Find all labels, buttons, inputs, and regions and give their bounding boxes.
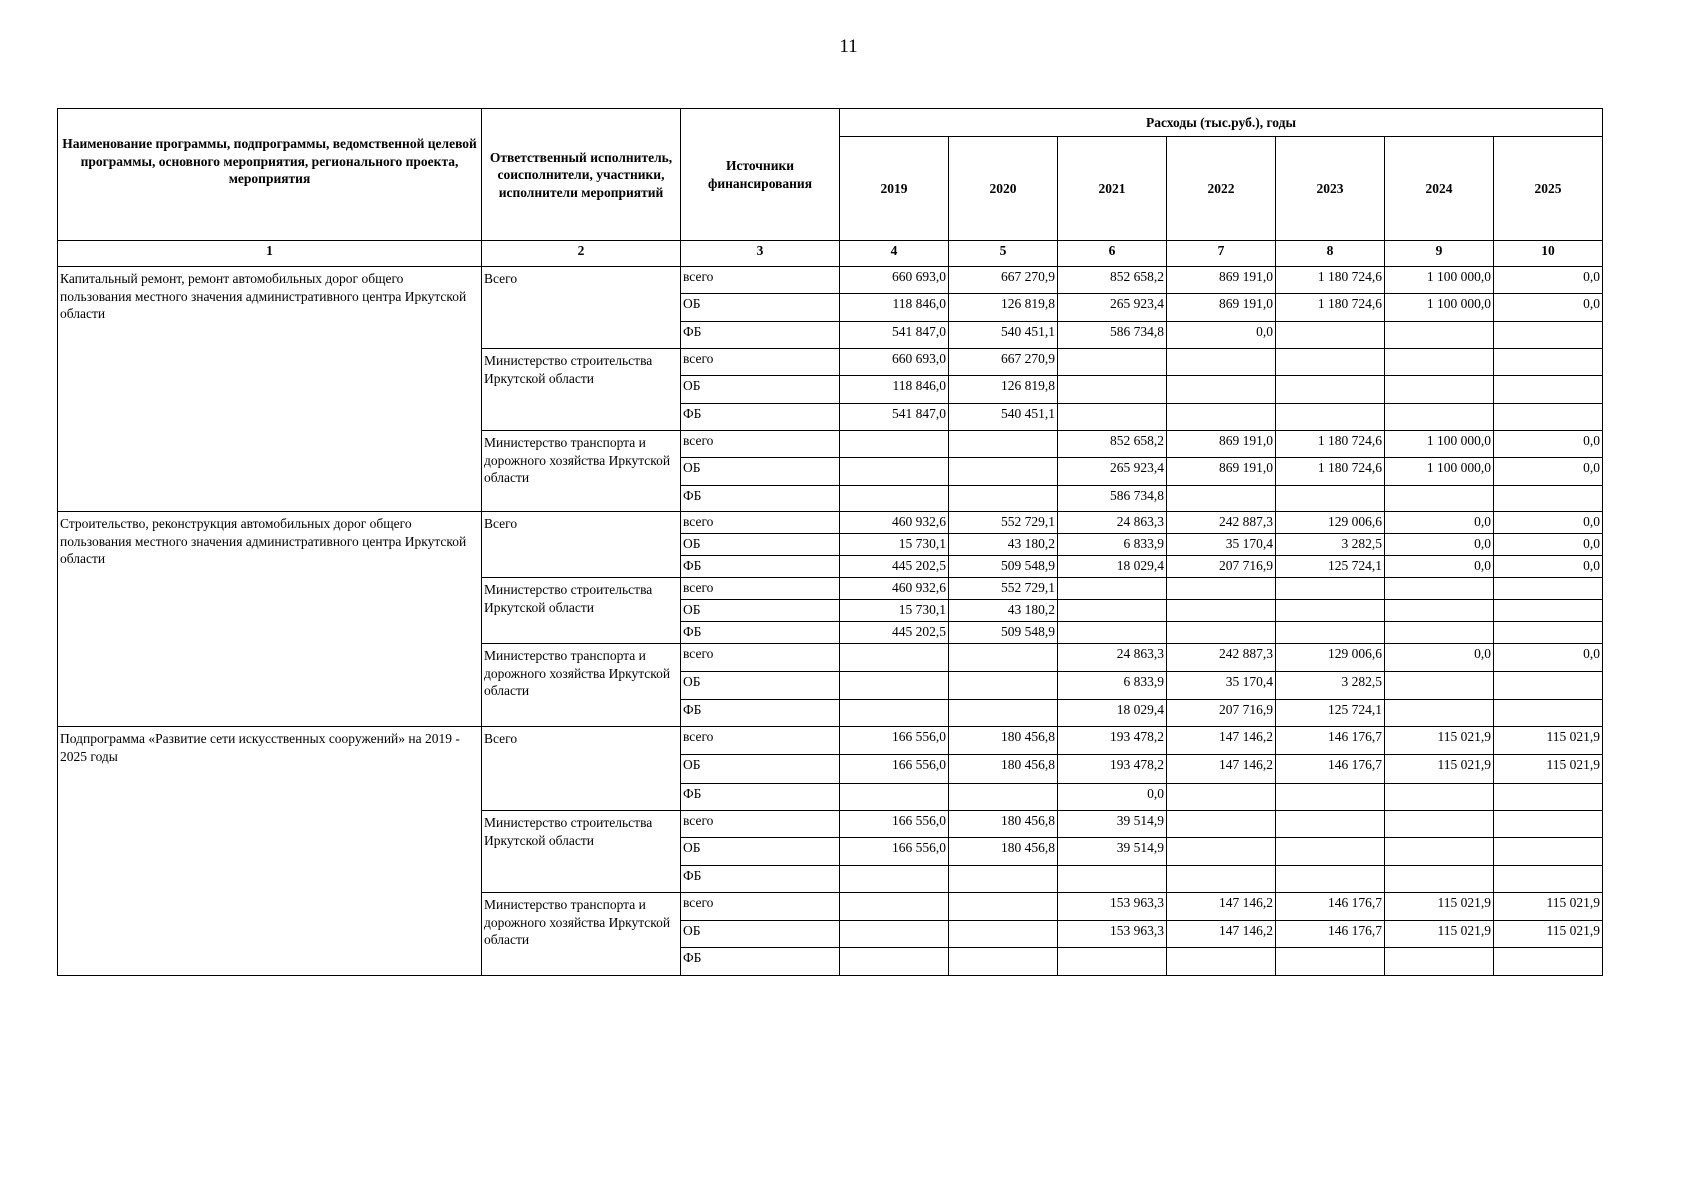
responsible-executor: Министерство транспорта и дорожного хозяйства Иркутской области (482, 893, 681, 976)
expense-value: 667 270,9 (949, 267, 1058, 294)
expense-value (1385, 349, 1494, 376)
expense-value: 869 191,0 (1167, 294, 1276, 322)
expense-value: 15 730,1 (840, 534, 949, 556)
expense-value (1058, 866, 1167, 893)
expense-value: 0,0 (1385, 512, 1494, 534)
expense-value: 126 819,8 (949, 376, 1058, 404)
expense-value (1167, 578, 1276, 600)
expense-value (949, 700, 1058, 727)
column-number: 8 (1276, 241, 1385, 267)
expense-value: 586 734,8 (1058, 322, 1167, 349)
table-row (58, 267, 1603, 294)
header-expenses: Расходы (тыс.руб.), годы (840, 109, 1603, 137)
expense-value: 0,0 (1058, 784, 1167, 811)
expense-value: 3 282,5 (1276, 534, 1385, 556)
expense-value: 126 819,8 (949, 294, 1058, 322)
budget-table (57, 108, 1603, 976)
expense-value (1167, 349, 1276, 376)
expense-value (1494, 700, 1603, 727)
expense-value: 586 734,8 (1058, 486, 1167, 512)
expense-value (840, 700, 949, 727)
expense-value (1058, 622, 1167, 644)
header-sources: Источники финансирования (681, 109, 840, 241)
header-year: 2024 (1385, 137, 1494, 241)
funding-source: всего (681, 811, 840, 838)
column-number: 1 (58, 241, 482, 267)
expense-value: 115 021,9 (1494, 893, 1603, 921)
expense-value (1385, 784, 1494, 811)
expense-value: 180 456,8 (949, 727, 1058, 755)
column-number: 3 (681, 241, 840, 267)
expense-value: 193 478,2 (1058, 727, 1167, 755)
expense-value (1276, 811, 1385, 838)
expense-value: 115 021,9 (1385, 893, 1494, 921)
expense-value: 24 863,3 (1058, 512, 1167, 534)
expense-value: 129 006,6 (1276, 512, 1385, 534)
expense-value: 146 176,7 (1276, 755, 1385, 784)
column-number: 2 (482, 241, 681, 267)
expense-value (840, 486, 949, 512)
expense-value: 265 923,4 (1058, 294, 1167, 322)
expense-value (1276, 838, 1385, 866)
expense-value (1276, 600, 1385, 622)
expense-value (1494, 322, 1603, 349)
expense-value: 147 146,2 (1167, 893, 1276, 921)
expense-value: 35 170,4 (1167, 534, 1276, 556)
expense-value (1494, 376, 1603, 404)
expense-value: 0,0 (1385, 644, 1494, 672)
expense-value: 39 514,9 (1058, 811, 1167, 838)
funding-source: ОБ (681, 458, 840, 486)
funding-source: ОБ (681, 294, 840, 322)
expense-value: 180 456,8 (949, 811, 1058, 838)
expense-value (1385, 866, 1494, 893)
expense-value (1494, 600, 1603, 622)
expense-value: 39 514,9 (1058, 838, 1167, 866)
expense-value: 180 456,8 (949, 755, 1058, 784)
expense-value (949, 458, 1058, 486)
expense-value: 43 180,2 (949, 600, 1058, 622)
funding-source: ОБ (681, 838, 840, 866)
expense-value (1058, 600, 1167, 622)
expense-value: 6 833,9 (1058, 534, 1167, 556)
expense-value (1276, 376, 1385, 404)
expense-value (949, 431, 1058, 458)
expense-value (1167, 811, 1276, 838)
expense-value: 147 146,2 (1167, 921, 1276, 948)
expense-value: 1 180 724,6 (1276, 267, 1385, 294)
header-year: 2020 (949, 137, 1058, 241)
expense-value: 869 191,0 (1167, 431, 1276, 458)
expense-value: 852 658,2 (1058, 267, 1167, 294)
expense-value (1385, 838, 1494, 866)
expense-value (1385, 672, 1494, 700)
expense-value: 242 887,3 (1167, 644, 1276, 672)
expense-value (1494, 672, 1603, 700)
expense-value (949, 784, 1058, 811)
expense-value: 115 021,9 (1494, 921, 1603, 948)
responsible-executor: Министерство строительства Иркутской области (482, 811, 681, 893)
expense-value (1494, 349, 1603, 376)
expense-value (840, 866, 949, 893)
expense-value (1058, 404, 1167, 431)
expense-value: 15 730,1 (840, 600, 949, 622)
expense-value: 129 006,6 (1276, 644, 1385, 672)
expense-value (1494, 866, 1603, 893)
expense-value (1385, 700, 1494, 727)
expense-value: 125 724,1 (1276, 700, 1385, 727)
expense-value: 0,0 (1494, 556, 1603, 578)
responsible-executor: Министерство транспорта и дорожного хозяйства Иркутской области (482, 644, 681, 727)
expense-value (1494, 811, 1603, 838)
expense-value (949, 486, 1058, 512)
expense-value (949, 672, 1058, 700)
expense-value (1276, 866, 1385, 893)
expense-value: 852 658,2 (1058, 431, 1167, 458)
expense-value: 1 100 000,0 (1385, 431, 1494, 458)
expense-value: 153 963,3 (1058, 893, 1167, 921)
expense-value: 24 863,3 (1058, 644, 1167, 672)
expense-value: 118 846,0 (840, 294, 949, 322)
expense-value (1058, 376, 1167, 404)
expense-value: 509 548,9 (949, 622, 1058, 644)
expense-value (840, 672, 949, 700)
expense-value: 118 846,0 (840, 376, 949, 404)
expense-value: 660 693,0 (840, 267, 949, 294)
expense-value: 147 146,2 (1167, 755, 1276, 784)
funding-source: ОБ (681, 600, 840, 622)
expense-value (840, 948, 949, 976)
funding-source: ФБ (681, 948, 840, 976)
expense-value: 0,0 (1385, 534, 1494, 556)
expense-value: 153 963,3 (1058, 921, 1167, 948)
expense-value: 552 729,1 (949, 578, 1058, 600)
expense-value (1385, 322, 1494, 349)
expense-value: 0,0 (1494, 458, 1603, 486)
expense-value (840, 431, 949, 458)
expense-value (1385, 811, 1494, 838)
funding-source: всего (681, 431, 840, 458)
funding-source: всего (681, 578, 840, 600)
responsible-executor: Всего (482, 512, 681, 578)
expense-value (1385, 948, 1494, 976)
responsible-executor: Министерство строительства Иркутской области (482, 578, 681, 644)
funding-source: ОБ (681, 534, 840, 556)
program-name: Строительство, реконструкция автомобильных дорог общего пользования местного значения административного центра Иркутской области (58, 512, 482, 727)
funding-source: всего (681, 512, 840, 534)
expense-value: 115 021,9 (1494, 755, 1603, 784)
header-name: Наименование программы, подпрограммы, ведомственной целевой программы, основного мероприятия, регионального проекта, мероприятия (58, 109, 482, 241)
expense-value: 146 176,7 (1276, 893, 1385, 921)
expense-value (1058, 578, 1167, 600)
expense-value: 18 029,4 (1058, 556, 1167, 578)
column-number: 6 (1058, 241, 1167, 267)
expense-value: 125 724,1 (1276, 556, 1385, 578)
expense-value (949, 866, 1058, 893)
table-row (58, 727, 1603, 755)
funding-source: ФБ (681, 556, 840, 578)
program-name: Подпрограмма «Развитие сети искусственных сооружений» на 2019 - 2025 годы (58, 727, 482, 976)
funding-source: всего (681, 644, 840, 672)
expense-value (1494, 622, 1603, 644)
header-responsible: Ответственный исполнитель, соисполнители, участники, исполнители мероприятий (482, 109, 681, 241)
header-year: 2019 (840, 137, 949, 241)
expense-value: 0,0 (1494, 267, 1603, 294)
header-year: 2023 (1276, 137, 1385, 241)
expense-value: 869 191,0 (1167, 267, 1276, 294)
expense-value: 541 847,0 (840, 404, 949, 431)
expense-value: 166 556,0 (840, 811, 949, 838)
header-year: 2025 (1494, 137, 1603, 241)
expense-value: 180 456,8 (949, 838, 1058, 866)
expense-value: 0,0 (1494, 294, 1603, 322)
expense-value (1494, 838, 1603, 866)
expense-value (949, 921, 1058, 948)
funding-source: ОБ (681, 921, 840, 948)
column-number: 5 (949, 241, 1058, 267)
expense-value: 445 202,5 (840, 556, 949, 578)
expense-value: 667 270,9 (949, 349, 1058, 376)
funding-source: ФБ (681, 486, 840, 512)
expense-value: 1 100 000,0 (1385, 267, 1494, 294)
expense-value: 0,0 (1385, 556, 1494, 578)
expense-value (1058, 349, 1167, 376)
expense-value (949, 644, 1058, 672)
funding-source: ФБ (681, 784, 840, 811)
expense-value (1276, 322, 1385, 349)
expense-value: 115 021,9 (1385, 755, 1494, 784)
expense-value (1276, 948, 1385, 976)
funding-source: ФБ (681, 700, 840, 727)
expense-value: 242 887,3 (1167, 512, 1276, 534)
expense-value: 540 451,1 (949, 404, 1058, 431)
funding-source: ОБ (681, 376, 840, 404)
program-name: Капитальный ремонт, ремонт автомобильных дорог общего пользования местного значения административного центра Иркутской области (58, 267, 482, 512)
funding-source: ОБ (681, 672, 840, 700)
expense-value: 193 478,2 (1058, 755, 1167, 784)
expense-value: 445 202,5 (840, 622, 949, 644)
expense-value (1058, 948, 1167, 976)
expense-value: 115 021,9 (1385, 727, 1494, 755)
expense-value: 146 176,7 (1276, 727, 1385, 755)
expense-value: 18 029,4 (1058, 700, 1167, 727)
expense-value: 460 932,6 (840, 512, 949, 534)
expense-value: 207 716,9 (1167, 700, 1276, 727)
expense-value (1167, 376, 1276, 404)
expense-value: 35 170,4 (1167, 672, 1276, 700)
expense-value (1385, 404, 1494, 431)
expense-value (1276, 578, 1385, 600)
expense-value: 509 548,9 (949, 556, 1058, 578)
expense-value: 265 923,4 (1058, 458, 1167, 486)
expense-value (949, 948, 1058, 976)
expense-value (840, 784, 949, 811)
expense-value: 660 693,0 (840, 349, 949, 376)
expense-value (1494, 784, 1603, 811)
expense-value (1385, 622, 1494, 644)
expense-value: 207 716,9 (1167, 556, 1276, 578)
expense-value (1494, 578, 1603, 600)
expense-value: 1 100 000,0 (1385, 458, 1494, 486)
expense-value (1167, 838, 1276, 866)
funding-source: всего (681, 727, 840, 755)
column-number: 9 (1385, 241, 1494, 267)
expense-value (1276, 784, 1385, 811)
expense-value (1167, 866, 1276, 893)
expense-value (1167, 486, 1276, 512)
funding-source: ФБ (681, 622, 840, 644)
funding-source: всего (681, 267, 840, 294)
expense-value: 0,0 (1494, 431, 1603, 458)
expense-value: 115 021,9 (1494, 727, 1603, 755)
expense-value (1385, 578, 1494, 600)
expense-value: 460 932,6 (840, 578, 949, 600)
expense-value (840, 893, 949, 921)
expense-value (1494, 948, 1603, 976)
responsible-executor: Министерство транспорта и дорожного хозяйства Иркутской области (482, 431, 681, 512)
expense-value (1385, 376, 1494, 404)
expense-value: 166 556,0 (840, 838, 949, 866)
expense-value (1276, 622, 1385, 644)
expense-value (840, 458, 949, 486)
expense-value: 869 191,0 (1167, 458, 1276, 486)
expense-value: 166 556,0 (840, 727, 949, 755)
expense-value (1494, 404, 1603, 431)
expense-value (1276, 486, 1385, 512)
column-number: 4 (840, 241, 949, 267)
table-row (58, 512, 1603, 534)
column-number: 7 (1167, 241, 1276, 267)
column-number: 10 (1494, 241, 1603, 267)
expense-value: 0,0 (1167, 322, 1276, 349)
funding-source: ОБ (681, 755, 840, 784)
expense-value (1167, 404, 1276, 431)
expense-value: 552 729,1 (949, 512, 1058, 534)
expense-value (840, 921, 949, 948)
expense-value: 0,0 (1494, 534, 1603, 556)
header-year: 2022 (1167, 137, 1276, 241)
expense-value (1276, 349, 1385, 376)
expense-value: 6 833,9 (1058, 672, 1167, 700)
expense-value (1385, 486, 1494, 512)
expense-value: 0,0 (1494, 512, 1603, 534)
funding-source: ФБ (681, 322, 840, 349)
table-header (58, 109, 1603, 267)
responsible-executor: Всего (482, 267, 681, 349)
expense-value (1167, 622, 1276, 644)
expense-value (1167, 948, 1276, 976)
expense-value: 146 176,7 (1276, 921, 1385, 948)
expense-value: 540 451,1 (949, 322, 1058, 349)
page-number: 11 (839, 36, 858, 57)
expense-value: 1 180 724,6 (1276, 294, 1385, 322)
expense-value: 1 180 724,6 (1276, 431, 1385, 458)
funding-source: всего (681, 349, 840, 376)
expense-value: 1 100 000,0 (1385, 294, 1494, 322)
expense-value (840, 644, 949, 672)
expense-value (1167, 600, 1276, 622)
funding-source: ФБ (681, 404, 840, 431)
expense-value (1385, 600, 1494, 622)
expense-value (1494, 486, 1603, 512)
expense-value: 166 556,0 (840, 755, 949, 784)
responsible-executor: Министерство строительства Иркутской области (482, 349, 681, 431)
expense-value (1276, 404, 1385, 431)
expense-value: 1 180 724,6 (1276, 458, 1385, 486)
expense-value: 115 021,9 (1385, 921, 1494, 948)
header-year: 2021 (1058, 137, 1167, 241)
expense-value: 43 180,2 (949, 534, 1058, 556)
funding-source: ФБ (681, 866, 840, 893)
expense-value (1167, 784, 1276, 811)
expense-value (949, 893, 1058, 921)
expense-value: 0,0 (1494, 644, 1603, 672)
expense-value: 3 282,5 (1276, 672, 1385, 700)
responsible-executor: Всего (482, 727, 681, 811)
expense-value: 541 847,0 (840, 322, 949, 349)
funding-source: всего (681, 893, 840, 921)
expense-value: 147 146,2 (1167, 727, 1276, 755)
